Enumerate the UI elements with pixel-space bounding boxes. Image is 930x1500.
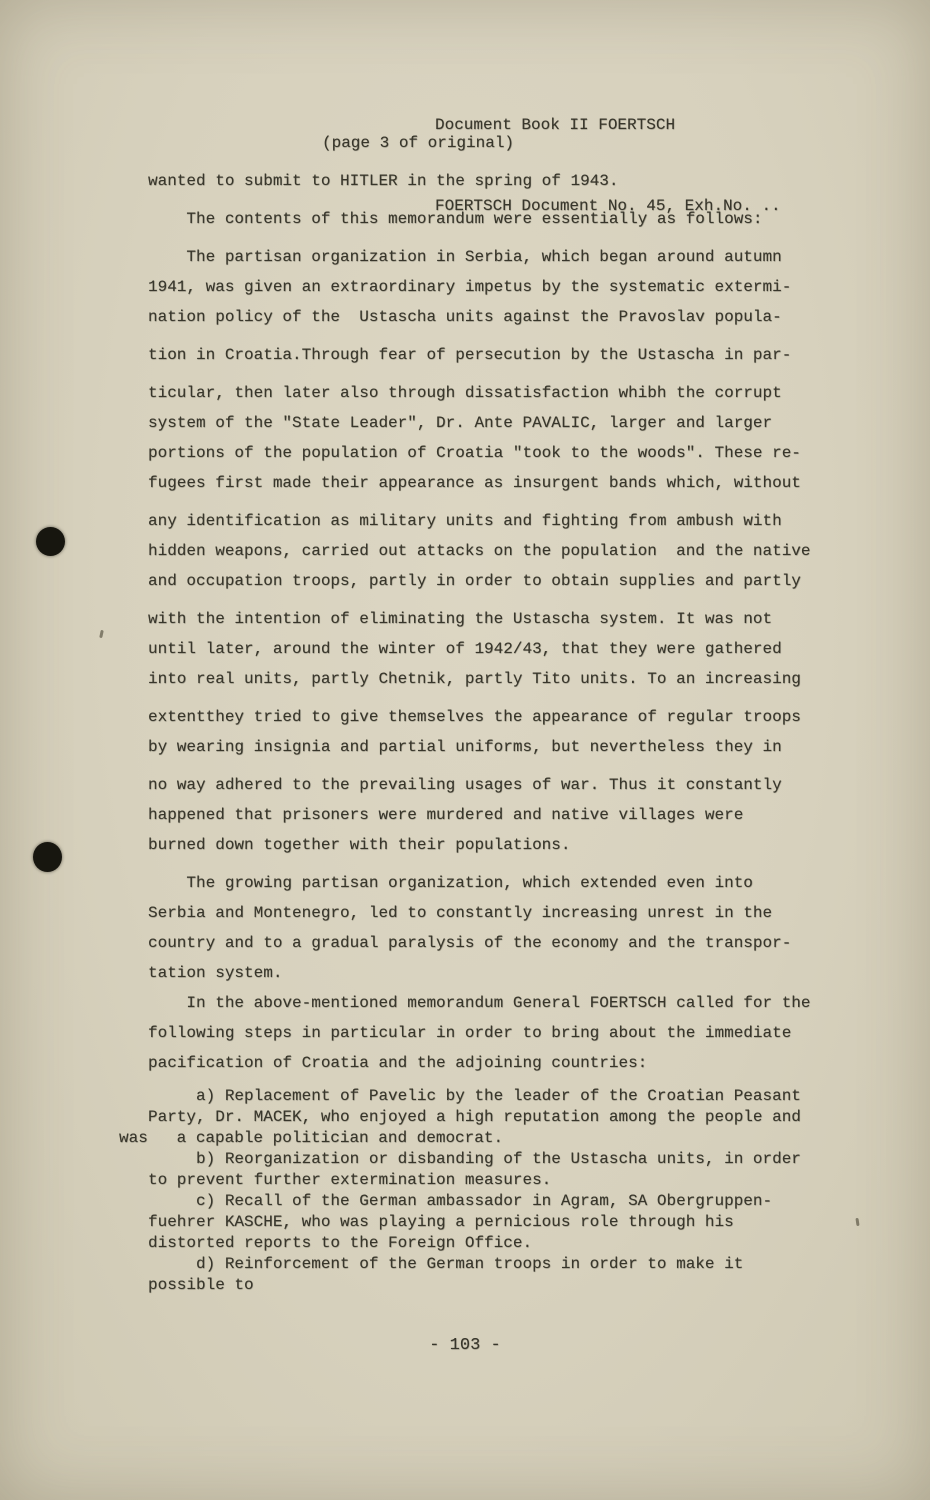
- text-line: In the above-mentioned memorandum General FOERTSCH called for the: [148, 994, 811, 1012]
- text-line: happened that prisoners were murdered and native villages were: [148, 806, 744, 824]
- header-line-1: Document Book II FOERTSCH: [435, 116, 676, 134]
- hole-punch-bottom: [33, 842, 62, 872]
- text-line: tation system.: [148, 964, 283, 982]
- text-line: extentthey tried to give themselves the appearance of regular troops: [148, 708, 801, 726]
- text-line: and occupation troops, partly in order to obtain supplies and partly: [148, 572, 801, 590]
- text-line: distorted reports to the Foreign Office.: [148, 1234, 533, 1252]
- text-line: following steps in particular in order to bring about the immediate: [148, 1024, 792, 1042]
- text-line: fuehrer KASCHE, who was playing a pernicious role through his: [148, 1213, 734, 1231]
- text-line: pacification of Croatia and the adjoining countries:: [148, 1054, 648, 1072]
- page-number: - 103 -: [429, 1336, 501, 1355]
- scan-speck: [855, 1218, 859, 1226]
- text-line: The partisan organization in Serbia, which began around autumn: [148, 248, 782, 266]
- text-line: The growing partisan organization, which extended even into: [148, 874, 753, 892]
- text-line: 1941, was given an extraordinary impetus by the systematic extermi-: [148, 278, 792, 296]
- text-line: a) Replacement of Pavelic by the leader of the Croatian Peasant: [148, 1087, 801, 1105]
- scan-speck: [99, 630, 104, 638]
- text-line: system of the "State Leader", Dr. Ante PAVALIC, larger and larger: [148, 414, 773, 432]
- text-line: country and to a gradual paralysis of the economy and the transpor-: [148, 934, 792, 952]
- hole-punch-top: [36, 527, 65, 556]
- text-line: wanted to submit to HITLER in the spring of 1943.: [148, 172, 619, 190]
- text-line: tion in Croatia.Through fear of persecution by the Ustascha in par-: [148, 346, 792, 364]
- text-line: was a capable politician and democrat.: [119, 1129, 504, 1147]
- text-line: fugees first made their appearance as insurgent bands which, without: [148, 474, 801, 492]
- text-line: nation policy of the Ustascha units against the Pravoslav popula-: [148, 308, 782, 326]
- text-line: Party, Dr. MACEK, who enjoyed a high reputation among the people and: [148, 1108, 801, 1126]
- text-line: hidden weapons, carried out attacks on the population and the native: [148, 542, 811, 560]
- text-line: d) Reinforcement of the German troops in order to make it: [148, 1255, 744, 1273]
- text-line: possible to: [148, 1276, 254, 1294]
- page-note: (page 3 of original): [322, 134, 515, 152]
- text-line: by wearing insignia and partial uniforms, but nevertheless they in: [148, 738, 782, 756]
- text-line: with the intention of eliminating the Ustascha system. It was not: [148, 610, 773, 628]
- text-line: c) Recall of the German ambassador in Agram, SA Obergruppen-: [148, 1192, 773, 1210]
- text-line: into real units, partly Chetnik, partly Tito units. To an increasing: [148, 670, 801, 688]
- text-line: ticular, then later also through dissatisfaction whibh the corrupt: [148, 384, 782, 402]
- header-line-2: FOERTSCH Document No. 45, Exh.No. ..: [435, 197, 781, 215]
- text-line: until later, around the winter of 1942/43, that they were gathered: [148, 640, 782, 658]
- text-line: burned down together with their populations.: [148, 836, 571, 854]
- document-body: [119, 166, 848, 1296]
- text-line: The contents of this memorandum were essentially as follows:: [148, 210, 763, 228]
- text-line: Serbia and Montenegro, led to constantly increasing unrest in the: [148, 904, 773, 922]
- text-line: b) Reorganization or disbanding of the Ustascha units, in order: [148, 1150, 801, 1168]
- text-line: to prevent further extermination measures.: [148, 1171, 552, 1189]
- text-line: portions of the population of Croatia "took to the woods". These re-: [148, 444, 801, 462]
- text-line: no way adhered to the prevailing usages of war. Thus it constantly: [148, 776, 782, 794]
- text-line: any identification as military units and fighting from ambush with: [148, 512, 782, 530]
